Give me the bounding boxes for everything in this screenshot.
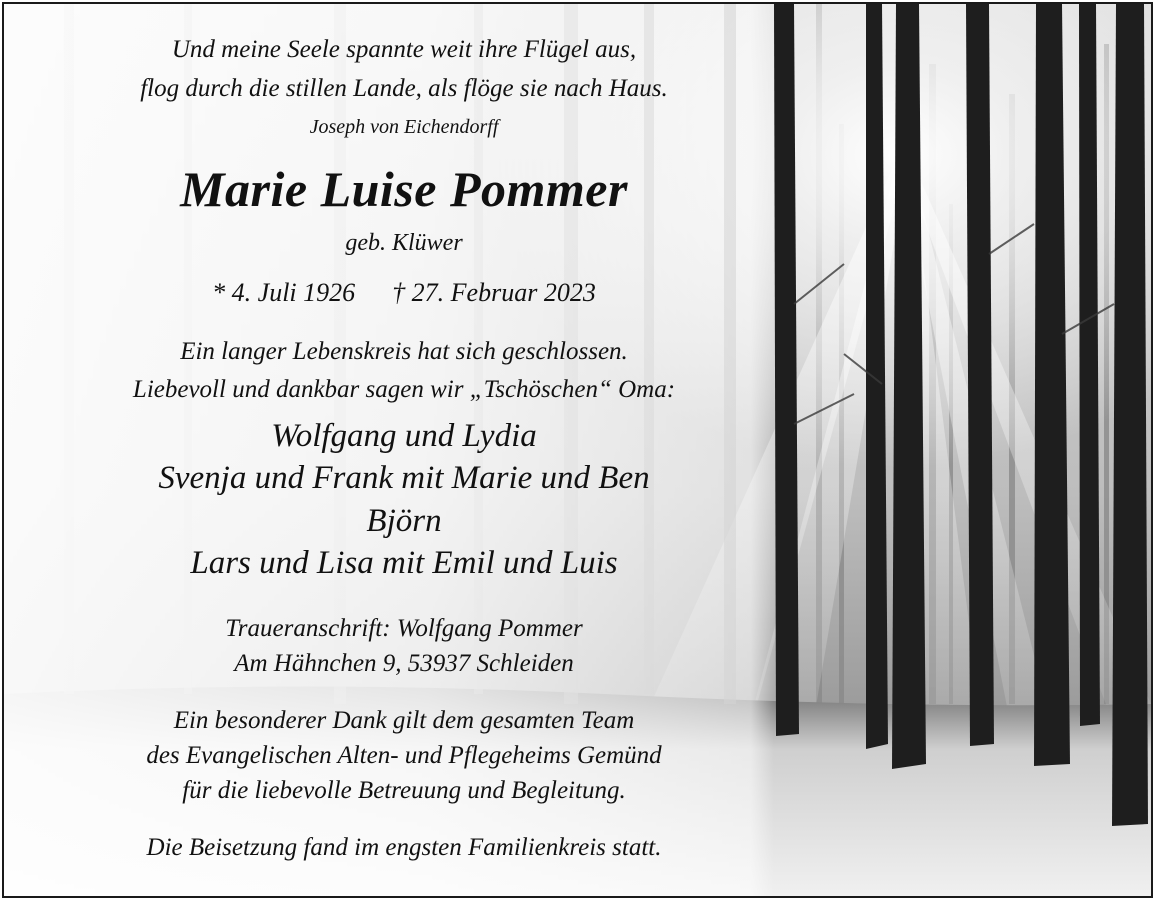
- birth-date: * 4. Juli 1926: [212, 278, 356, 307]
- quote-line-1: Und meine Seele spannte weit ihre Flügel aus,: [171, 36, 637, 63]
- family-line-1: Wolfgang und Lydia: [271, 418, 537, 454]
- text-column: [4, 4, 804, 896]
- message-line-2: Liebevoll und dankbar sagen wir „Tschöschen“ Oma:: [132, 376, 676, 403]
- address-line-2: Am Hähnchen 9, 53937 Schleiden: [234, 650, 574, 677]
- thanks-line-3: für die liebevolle Betreuung und Begleitung.: [182, 777, 626, 804]
- family-line-2: Svenja und Frank mit Marie und Ben: [158, 460, 650, 496]
- address-line-1: Traueranschrift: Wolfgang Pommer: [225, 615, 583, 642]
- thanks-line-2: des Evangelischen Alten- und Pflegeheims Gemünd: [146, 742, 662, 769]
- message-line-1: Ein langer Lebenskreis hat sich geschlossen.: [180, 338, 628, 365]
- closing-line: Die Beisetzung fand im engsten Familienkreis statt.: [146, 834, 662, 861]
- family-line-4: Lars und Lisa mit Emil und Luis: [190, 545, 618, 581]
- family-line-3: Björn: [366, 503, 442, 539]
- thanks-line-1: Ein besonderer Dank gilt dem gesamten Team: [173, 707, 635, 734]
- life-dates: [4, 280, 804, 306]
- quote-line-2: flog durch die stillen Lande, als flöge sie nach Haus.: [140, 75, 668, 102]
- obituary-notice: [2, 2, 1153, 898]
- birth-name: geb. Klüwer: [345, 230, 463, 256]
- death-date: † 27. Februar 2023: [392, 278, 596, 307]
- quote-author: Joseph von Eichendorff: [309, 116, 499, 138]
- deceased-name: Marie Luise Pommer: [180, 161, 628, 217]
